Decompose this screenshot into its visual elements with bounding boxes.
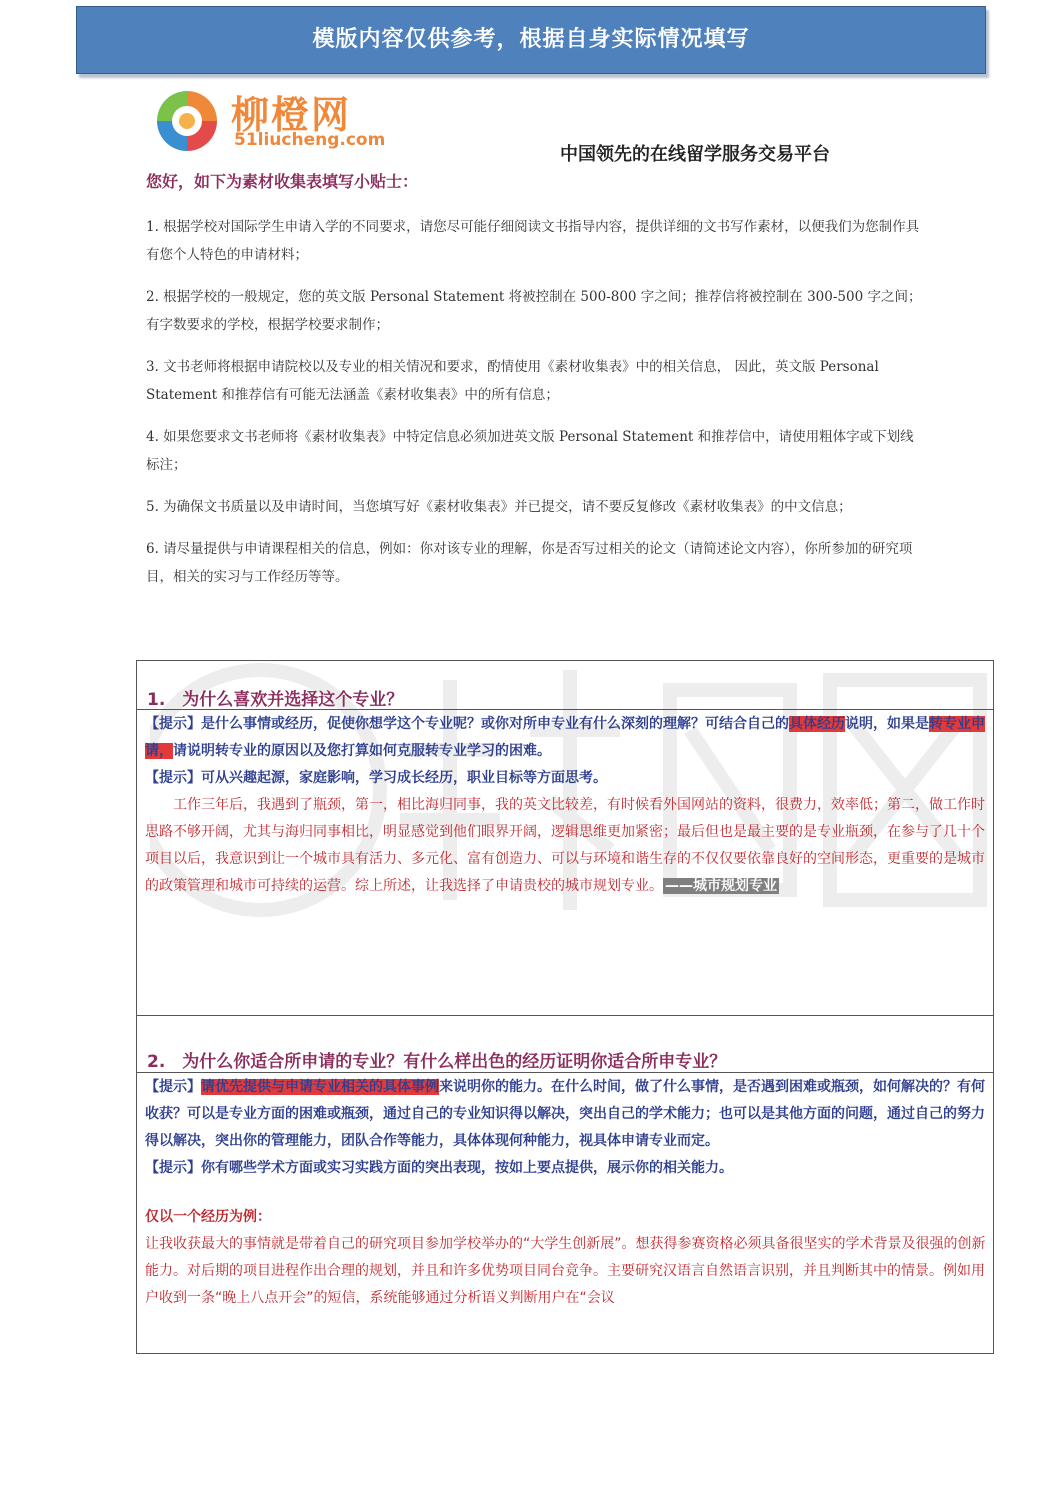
hint-part: 【提示】是什么事情或经历，促使你想学这个专业呢？或你对所申专业有什么深刻的理解？可结合自己的 bbox=[145, 716, 789, 732]
logo-name: 柳橙网 bbox=[231, 93, 352, 137]
divider bbox=[137, 709, 993, 710]
tip-item: 4. 如果您要求文书老师将《素材收集表》中特定信息必须加进英文版 Personal Statement 和推荐信中，请使用粗体字或下划线标注； bbox=[146, 429, 914, 473]
hint-part: 请说明转专业的原因以及您打算如何克服转专业学习的困难。 bbox=[173, 743, 551, 759]
logo-url: 51liucheng.com bbox=[234, 130, 386, 150]
example-text: 让我收获最大的事情就是带着自己的研究项目参加学校举办的“大学生创新展”。想获得参赛资格必须具备很坚实的学术背景及很强的创新能力。对后期的项目进程作出合理的规划，并且和许多优势项目同台竞争。主要研究汉语言自然语言识别，并且判断其中的情景。例如用户收到一条“晚上八点开会”的短信，系统能够通过分析语义判断用户在“会议 bbox=[145, 1236, 986, 1306]
hint-text: 【提示】你有哪些学术方面或实习实践方面的突出表现，按如上要点提供，展示你的相关能力。 bbox=[145, 1160, 733, 1176]
hint-text bbox=[145, 711, 987, 765]
major-tag: ——城市规划专业 bbox=[665, 878, 777, 894]
highlight: 转专业申请， bbox=[145, 716, 985, 759]
logo bbox=[150, 84, 390, 158]
answer-part: 工作三年后，我遇到了瓶颈，第一，相比海归同事，我的英文比较差，有时候看外国网站的资料，很费力，效率低；第二，做工作时思路不够开阔，尤其与海归同事相比，明显感觉到他们眼界开阔，逻辑思维更加紧密；最后但也是最主要的是专业瓶颈，在参与了几十个项目以后，我意识到让一个城市具有活力、多元化、富有创造力、可以与环境和谐生存的不仅仅要依靠良好的空间形态，更重要的是城市的政策管理和城市可持续的运营。综上所述，让我选择了申请贵校的城市规划专业。 bbox=[145, 797, 985, 894]
logo-emblem-icon bbox=[150, 84, 224, 158]
hint-part: 说明，如果是 bbox=[845, 716, 929, 732]
hint-part: 来说明你的能力。在什么时间，做了什么事情，是否遇到困难或瓶颈，如何解决的？有何收获？可以是专业方面的困难或瓶颈，通过自己的专业知识得以解决，突出自己的学术能力；也可以是其他方面的问题，通过自己的努力得以解决，突出你的管理能力，团队合作等能力，具体体现何种能力，视具体申请专业而定。 bbox=[145, 1079, 985, 1149]
template-notice-banner: 模版内容仅供参考，根据自身实际情况填写 bbox=[76, 6, 986, 74]
slogan: 中国领先的在线留学服务交易平台 bbox=[560, 144, 830, 165]
highlight: 请优先提供与申请专业相关的具体事例 bbox=[201, 1079, 439, 1095]
question-body bbox=[145, 1074, 987, 1312]
question-body bbox=[145, 711, 987, 900]
hint-text bbox=[145, 1074, 987, 1155]
question-title: 2. 为什么你适合所申请的专业？有什么样出色的经历证明你适合所申专业？ bbox=[147, 1052, 727, 1072]
question-section-1 bbox=[136, 660, 994, 1016]
tip-item: 3. 文书老师将根据申请院校以及专业的相关情况和要求，酌情使用《素材收集表》中的相关信息， 因此，英文版 Personal Statement 和推荐信有可能无法涵盖《素材收集表》中的所有信息； bbox=[146, 359, 879, 403]
hint-part: 【提示】 bbox=[145, 1079, 201, 1095]
tip-item: 5. 为确保文书质量以及申请时间，当您填写好《素材收集表》并已提交，请不要反复修改《素材收集表》的中文信息； bbox=[146, 499, 852, 515]
question-section-2 bbox=[136, 1014, 994, 1354]
tip-item: 2. 根据学校的一般规定，您的英文版 Personal Statement 将被控制在 500-800 字之间；推荐信将被控制在 300-500 字之间；有字数要求的学校，根据学校要求制作； bbox=[146, 289, 922, 333]
tip-item: 6. 请尽量提供与申请课程相关的信息，例如：你对该专业的理解，你是否写过相关的论文（请简述论文内容），你所参加的研究项目，相关的实习与工作经历等等。 bbox=[146, 541, 913, 585]
greeting-heading: 您好，如下为素材收集表填写小贴士： bbox=[146, 172, 419, 191]
divider bbox=[137, 1072, 993, 1073]
example-heading: 仅以一个经历为例： bbox=[145, 1209, 271, 1225]
tip-item: 1. 根据学校对国际学生申请入学的不同要求，请您尽可能仔细阅读文书指导内容，提供详细的文书写作素材，以便我们为您制作具有您个人特色的申请材料； bbox=[146, 219, 920, 263]
tips-list bbox=[146, 213, 926, 605]
highlight: 具体经历 bbox=[789, 716, 845, 732]
question-title: 1. 为什么喜欢并选择这个专业？ bbox=[147, 690, 404, 710]
answer-text bbox=[145, 792, 987, 900]
hint-text: 【提示】可从兴趣起源，家庭影响，学习成长经历，职业目标等方面思考。 bbox=[145, 770, 607, 786]
